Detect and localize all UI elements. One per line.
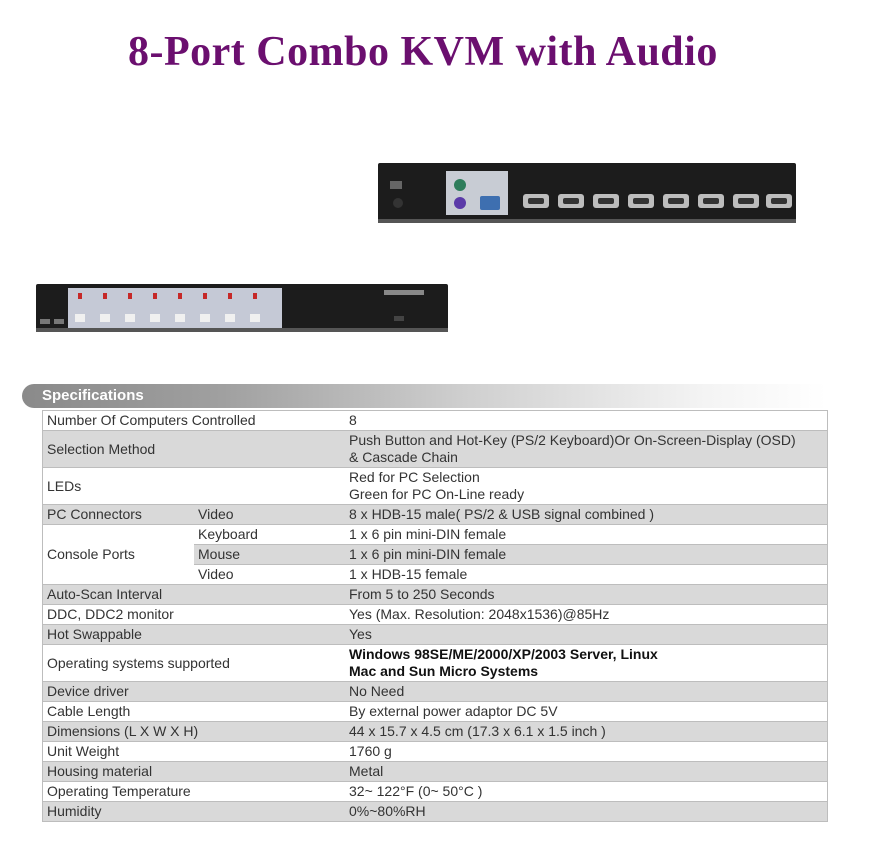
spec-value: By external power adaptor DC 5V [345, 702, 828, 722]
spec-value-line: Windows 98SE/ME/2000/XP/2003 Server, Linux [349, 646, 658, 662]
table-row [43, 762, 828, 782]
spec-label: Operating Temperature [43, 782, 346, 802]
spec-label: Operating systems supported [43, 645, 346, 682]
table-row [43, 525, 828, 545]
spec-sublabel: Video [194, 565, 345, 585]
spec-value: Yes (Max. Resolution: 2048x1536)@85Hz [345, 605, 828, 625]
page-title: 8-Port Combo KVM with Audio [128, 29, 718, 75]
table-row [43, 625, 828, 645]
table-row [43, 411, 828, 431]
spec-value-line: Mac and Sun Micro Systems [349, 663, 539, 679]
spec-label: Humidity [43, 802, 346, 822]
spec-value: 32~ 122°F (0~ 50°C ) [345, 782, 828, 802]
spec-value: 1 x 6 pin mini-DIN female [345, 525, 828, 545]
spec-label: PC Connectors [43, 505, 195, 525]
spec-sublabel: Keyboard [194, 525, 345, 545]
table-row [43, 702, 828, 722]
spec-value: Metal [345, 762, 828, 782]
spec-label: Selection Method [43, 431, 346, 468]
spec-label: Unit Weight [43, 742, 346, 762]
spec-sublabel: Video [194, 505, 345, 525]
specifications-label: Specifications [42, 387, 144, 404]
table-row [43, 722, 828, 742]
spec-value-line: Push Button and Hot-Key (PS/2 Keyboard)Or On-Screen-Display (OSD) [349, 432, 796, 448]
spec-value [345, 645, 828, 682]
spec-value-line: & Cascade Chain [349, 449, 458, 465]
table-row [43, 645, 828, 682]
table-row [43, 585, 828, 605]
specifications-header [22, 384, 827, 408]
spec-value: 1 x HDB-15 female [345, 565, 828, 585]
spec-value: No Need [345, 682, 828, 702]
spec-value: 44 x 15.7 x 4.5 cm (17.3 x 6.1 x 1.5 inch ) [345, 722, 828, 742]
table-row [43, 468, 828, 505]
spec-label: Device driver [43, 682, 346, 702]
spec-label: Cable Length [43, 702, 346, 722]
spec-value: 1760 g [345, 742, 828, 762]
table-row [43, 742, 828, 762]
spec-sublabel: Mouse [194, 545, 345, 565]
table-row [43, 605, 828, 625]
spec-value: From 5 to 250 Seconds [345, 585, 828, 605]
spec-label: Dimensions (L X W X H) [43, 722, 346, 742]
spec-label: Console Ports [43, 525, 195, 585]
table-row [43, 782, 828, 802]
spec-value: 8 [345, 411, 828, 431]
spec-label: Number Of Computers Controlled [43, 411, 346, 431]
spec-value: 0%~80%RH [345, 802, 828, 822]
kvm-rear-view-image [378, 163, 796, 225]
spec-value-line: Red for PC Selection [349, 469, 480, 485]
table-row [43, 682, 828, 702]
spec-value: 8 x HDB-15 male( PS/2 & USB signal combined ) [345, 505, 828, 525]
kvm-front-view-image [36, 284, 448, 336]
spec-value [345, 468, 828, 505]
spec-label: LEDs [43, 468, 346, 505]
table-row [43, 431, 828, 468]
spec-value [345, 431, 828, 468]
specifications-table [42, 410, 828, 822]
spec-value: 1 x 6 pin mini-DIN female [345, 545, 828, 565]
spec-value: Yes [345, 625, 828, 645]
table-row [43, 505, 828, 525]
spec-label: Housing material [43, 762, 346, 782]
spec-label: DDC, DDC2 monitor [43, 605, 346, 625]
spec-value-line: Green for PC On-Line ready [349, 486, 525, 502]
spec-label: Hot Swappable [43, 625, 346, 645]
spec-label: Auto-Scan Interval [43, 585, 346, 605]
table-row [43, 802, 828, 822]
